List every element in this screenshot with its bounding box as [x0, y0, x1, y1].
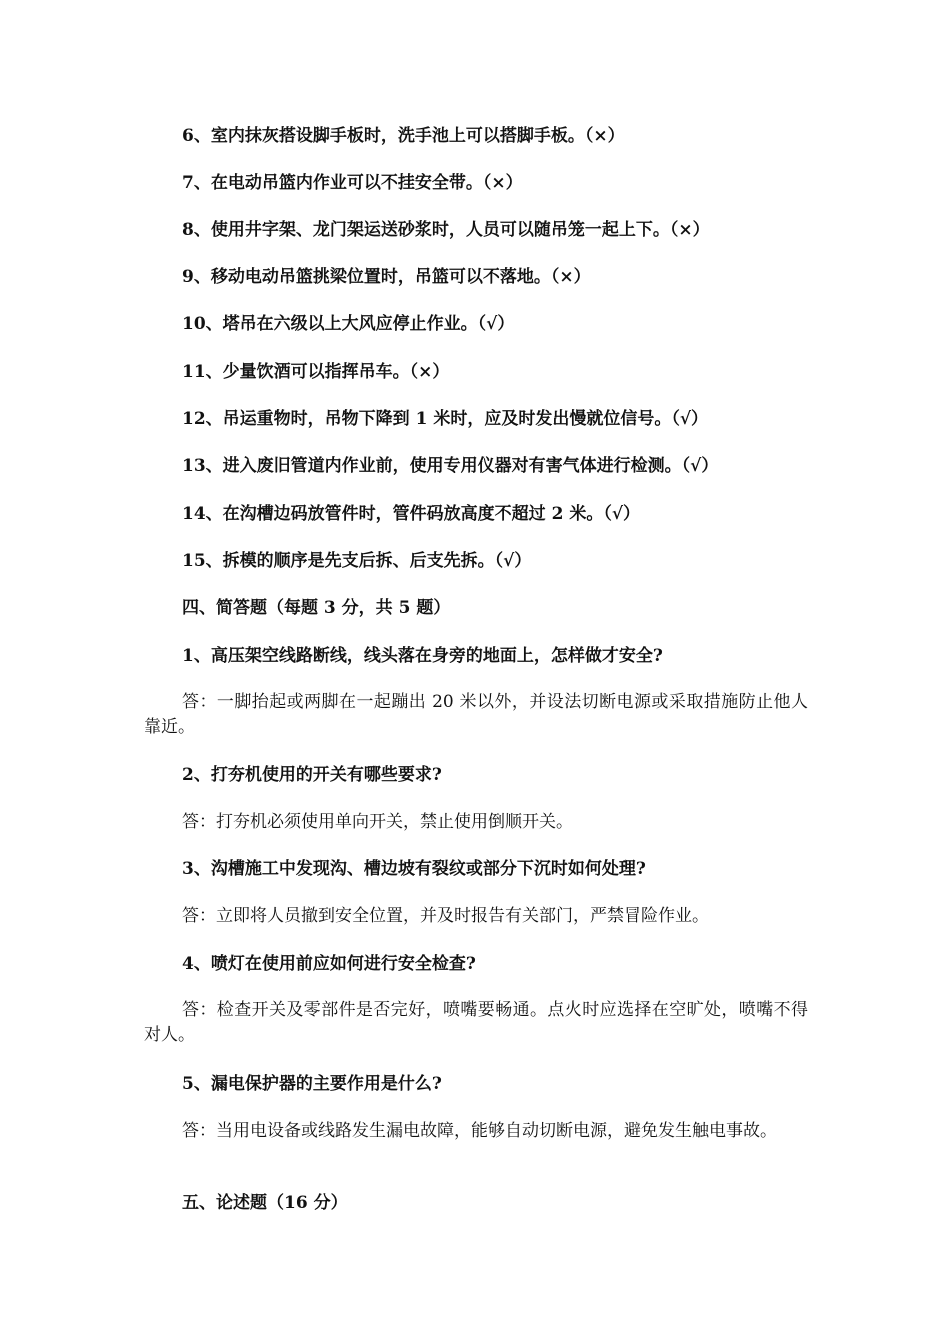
question-4: 4、喷灯在使用前应如何进行安全检查?	[182, 954, 476, 974]
answer-1: 答：一脚抬起或两脚在一起蹦出 20 米以外，并设法切断电源或采取措施防止他人靠近。	[144, 692, 808, 737]
judgement-item-10: 10、塔吊在六级以上大风应停止作业。（√）	[182, 314, 515, 334]
judgement-item-7: 7、在电动吊篮内作业可以不挂安全带。（×）	[182, 173, 523, 193]
judgement-item-15: 15、拆模的顺序是先支后拆、后支先拆。（√）	[182, 551, 532, 571]
judgement-item-6: 6、室内抹灰搭设脚手板时，洗手池上可以搭脚手板。（×）	[182, 126, 625, 146]
judgement-item-9: 9、移动电动吊篮挑梁位置时，吊篮可以不落地。（×）	[182, 267, 591, 287]
section-4-heading: 四、简答题（每题 3 分，共 5 题）	[182, 598, 451, 618]
question-2: 2、打夯机使用的开关有哪些要求?	[182, 765, 442, 785]
judgement-item-11: 11、少量饮酒可以指挥吊车。（×）	[182, 362, 450, 382]
answer-3: 答：立即将人员撤到安全位置，并及时报告有关部门，严禁冒险作业。	[182, 906, 709, 926]
judgement-item-14: 14、在沟槽边码放管件时，管件码放高度不超过 2 米。（√）	[182, 504, 640, 524]
question-5: 5、漏电保护器的主要作用是什么?	[182, 1074, 442, 1094]
section-5-heading: 五、论述题（16 分）	[182, 1193, 348, 1213]
answer-5: 答：当用电设备或线路发生漏电故障，能够自动切断电源，避免发生触电事故。	[182, 1121, 777, 1141]
question-3: 3、沟槽施工中发现沟、槽边坡有裂纹或部分下沉时如何处理?	[182, 859, 646, 879]
judgement-item-13: 13、进入废旧管道内作业前，使用专用仪器对有害气体进行检测。（√）	[182, 456, 719, 476]
question-1: 1、高压架空线路断线，线头落在身旁的地面上，怎样做才安全?	[182, 646, 663, 666]
judgement-item-12: 12、吊运重物时，吊物下降到 1 米时，应及时发出慢就位信号。（√）	[182, 409, 708, 429]
answer-2: 答：打夯机必须使用单向开关，禁止使用倒顺开关。	[182, 812, 573, 832]
judgement-item-8: 8、使用井字架、龙门架运送砂浆时，人员可以随吊笼一起上下。（×）	[182, 220, 710, 240]
answer-4: 答：检查开关及零部件是否完好，喷嘴要畅通。点火时应选择在空旷处，喷嘴不得对人。	[144, 1000, 808, 1045]
